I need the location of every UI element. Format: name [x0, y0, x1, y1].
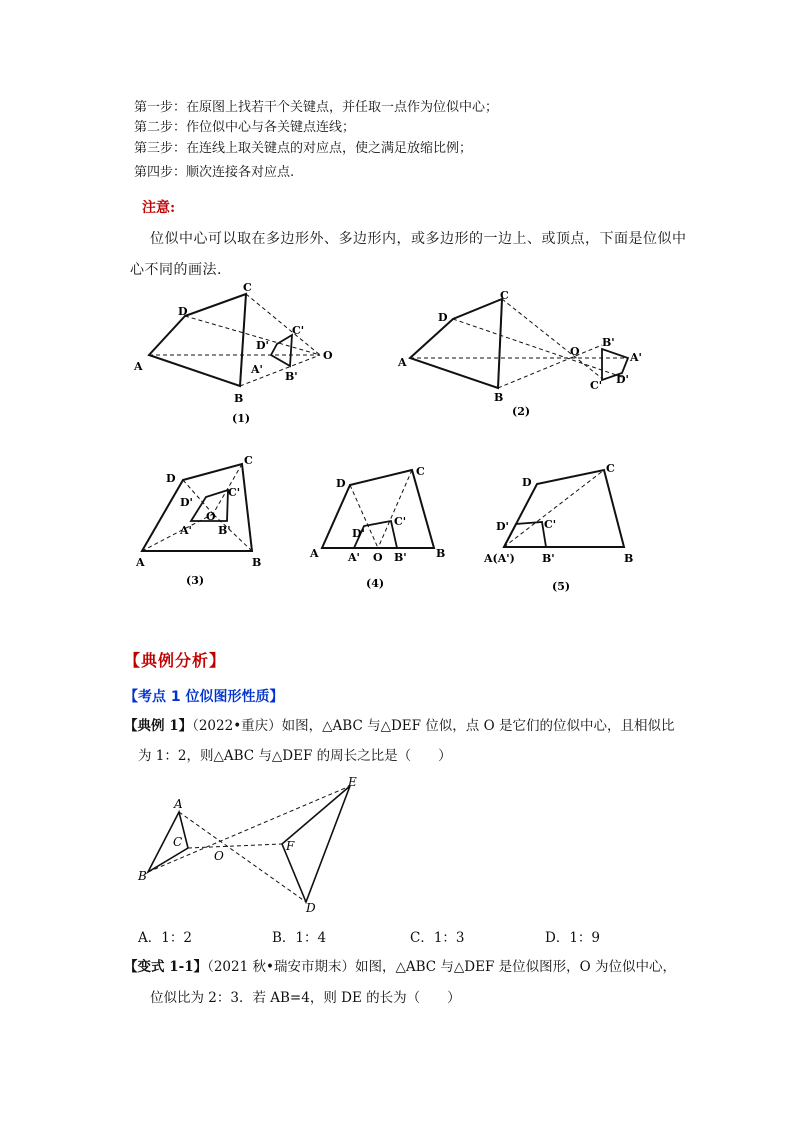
- note-text-line2: 心不同的画法.: [130, 262, 222, 278]
- fig5-label-B: B: [624, 552, 634, 565]
- fig4-label-C: C: [416, 465, 425, 478]
- example1-line1: [124, 716, 674, 736]
- step-1: 第一步：在原图上找若干个关键点，并任取一点作为位似中心；: [134, 100, 499, 115]
- fig2-label-A: A: [398, 356, 407, 369]
- variant1-tag: 【变式 1-1】: [124, 959, 208, 975]
- ex1-label-O: O: [214, 849, 224, 863]
- figure-1: [128, 282, 348, 432]
- section-title: 【典例分析】: [124, 651, 227, 670]
- fig4-label-D: D: [336, 477, 346, 490]
- example1-tag: 【典例 1】: [124, 718, 193, 734]
- ex1-label-C: C: [173, 835, 183, 849]
- example1-figure: [130, 774, 380, 918]
- option-a[interactable]: A．1：2: [138, 930, 192, 946]
- figure-2: [392, 285, 652, 425]
- ex1-label-B: B: [138, 869, 147, 883]
- ex1-label-E: E: [348, 775, 357, 789]
- option-d[interactable]: D．1：9: [545, 930, 601, 946]
- figure-4: [302, 455, 462, 595]
- fig2-label-B: B: [494, 391, 504, 404]
- fig3-label-D-prime: D': [180, 496, 193, 509]
- fig1-label-B-prime: B': [285, 370, 298, 383]
- fig1-label-D-prime: D': [256, 339, 269, 352]
- fig3-caption: (3): [186, 574, 205, 587]
- fig1-label-A: A: [134, 360, 143, 373]
- fig5-label-A: A(A'): [484, 552, 515, 565]
- fig3-label-C-prime: C': [228, 486, 241, 499]
- fig2-label-C: C: [500, 289, 509, 302]
- fig1-label-C: C: [243, 282, 252, 294]
- option-b[interactable]: B．1：4: [272, 930, 327, 946]
- fig1-label-A-prime: A': [251, 363, 263, 376]
- fig5-caption: (5): [552, 580, 571, 593]
- step-3: 第三步：在连线上取关键点的对应点，使之满足放缩比例；: [134, 141, 473, 156]
- fig5-label-C: C: [606, 462, 615, 475]
- fig1-label-C-prime: C': [292, 324, 305, 337]
- fig3-label-O: O: [206, 510, 216, 523]
- fig3-label-A-prime: A': [180, 524, 192, 537]
- option-c[interactable]: C．1：3: [410, 930, 465, 946]
- figure-5: [482, 458, 642, 598]
- fig4-caption: (4): [366, 577, 385, 590]
- ex1-label-D: D: [306, 901, 316, 915]
- fig5-label-B-prime: B': [542, 552, 555, 565]
- topic-title: 【考点 1 位似图形性质】: [124, 689, 284, 705]
- step-4: 第四步：顺次连接各对应点.: [134, 165, 295, 180]
- example1-line2: 为 1：2，则△ABC 与△DEF 的周长之比是（ ）: [138, 748, 452, 764]
- variant1-line1: [124, 957, 676, 977]
- fig2-label-B-prime: B': [602, 336, 615, 349]
- step-2: 第二步：作位似中心与各关键点连线；: [134, 120, 356, 135]
- fig1-label-B: B: [234, 392, 244, 405]
- note-text-line1: 位似中心可以取在多边形外、多边形内，或多边形的一边上、或顶点，下面是位似中: [150, 231, 687, 247]
- fig4-label-A: A: [310, 547, 319, 560]
- fig5-label-D: D: [522, 476, 532, 489]
- fig2-label-C-prime: C': [590, 379, 603, 392]
- fig4-label-B-prime: B': [394, 551, 407, 564]
- variant1-line2: 位似比为 2：3．若 AB=4，则 DE 的长为（ ）: [150, 990, 461, 1006]
- fig3-label-B: B: [252, 556, 262, 569]
- ex1-label-A: A: [174, 797, 183, 811]
- fig5-label-C-prime: C': [544, 518, 557, 531]
- fig4-label-B: B: [436, 547, 446, 560]
- fig4-label-C-prime: C': [394, 515, 407, 528]
- fig1-label-D: D: [178, 305, 188, 318]
- fig5-label-D-prime: D': [496, 520, 509, 533]
- fig3-label-C: C: [244, 454, 253, 467]
- example1-text-1: （2022•重庆）如图，△ABC 与△DEF 位似，点 O 是它们的位似中心，且相似比: [192, 718, 675, 734]
- fig1-caption: (1): [232, 412, 251, 425]
- fig4-label-D-prime: D': [352, 527, 365, 540]
- fig3-label-B-prime: B': [218, 524, 231, 537]
- fig2-caption: (2): [512, 405, 531, 418]
- fig2-label-D: D: [438, 311, 448, 324]
- fig4-label-A-prime: A': [348, 551, 360, 564]
- fig2-label-A-prime: A': [630, 351, 642, 364]
- ex1-label-F: F: [286, 839, 295, 853]
- fig4-label-O: O: [373, 551, 383, 564]
- variant1-text-1: （2021 秋•瑞安市期末）如图，△ABC 与△DEF 是位似图形，O 为位似中心，: [207, 959, 676, 975]
- fig1-label-O: O: [323, 349, 333, 362]
- note-label: 注意:: [142, 200, 176, 216]
- figure-3: [128, 452, 278, 592]
- fig2-label-D-prime: D': [616, 373, 629, 386]
- fig3-label-D: D: [166, 472, 176, 485]
- fig3-label-A: A: [136, 556, 145, 569]
- fig2-label-O: O: [570, 345, 580, 358]
